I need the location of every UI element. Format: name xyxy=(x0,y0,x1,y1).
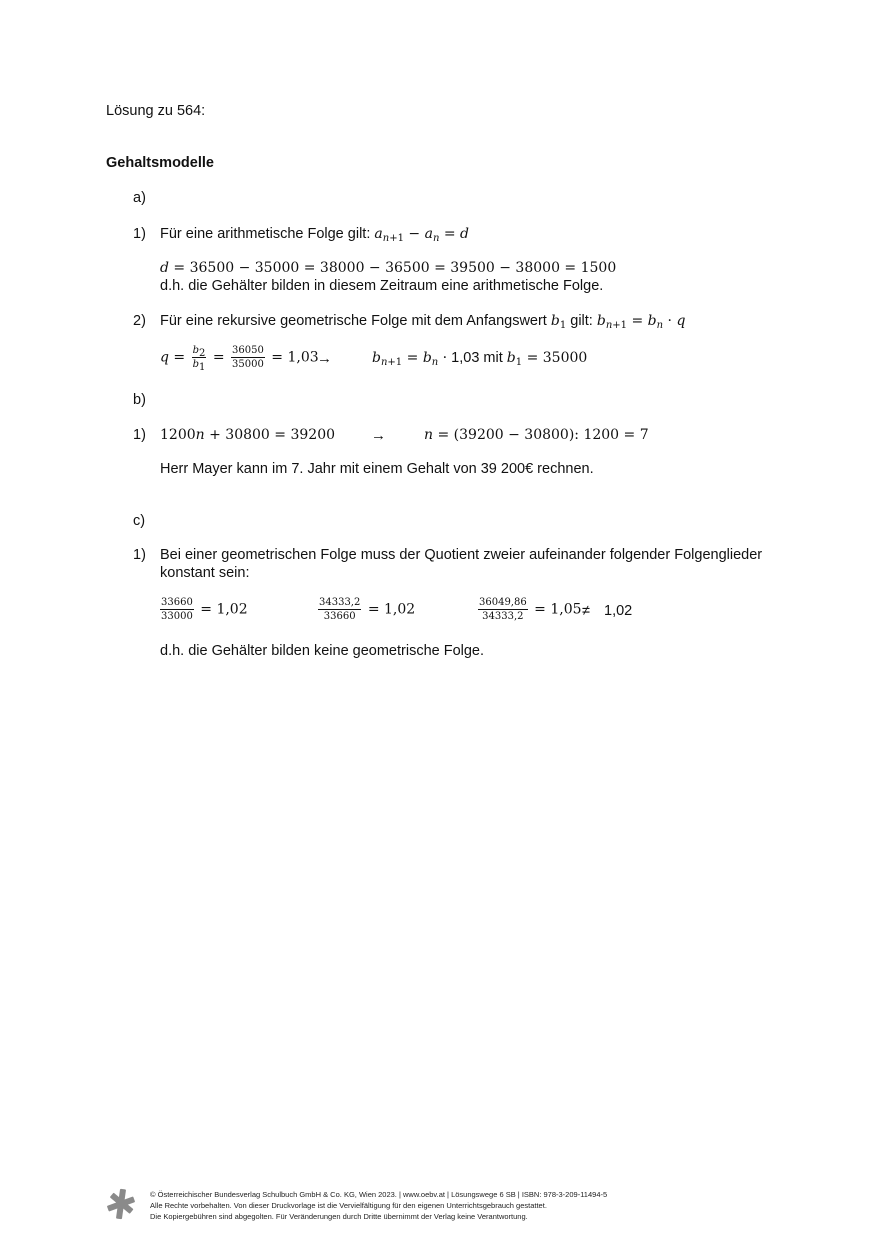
not-equal-sign: ≠ xyxy=(582,603,590,619)
footer-line-1: © Österreichischer Bundesverlag Schulbuch GmbH & Co. KG, Wien 2023. | www.oebv.at | Lösungswege 6 SB | ISBN: 978-3-209-11494-5 xyxy=(150,1190,608,1199)
statement-gilt: gilt: xyxy=(570,313,593,329)
quotient-calculation: q = $\frac{b_2}{b_1}$ = $\frac{36050}{35000}$ = 1,03 xyxy=(160,345,319,373)
part-c-statement-line1: Bei einer geometrischen Folge muss der Quotient zweier aufeinander folgender Folgenglieder xyxy=(160,547,763,563)
part-a-item1-number: 1) xyxy=(133,226,146,242)
linear-solution: n = (39200 − 30800): 1200 = 7 xyxy=(424,427,649,443)
recursive-result: $b_{n+1} = b_n \cdot 1,03$ mit $b_1 = 35000$ xyxy=(372,350,588,368)
part-a-item2-number: 2) xyxy=(133,313,146,329)
section-title: Gehaltsmodelle xyxy=(106,155,214,171)
footer-line-3: Die Kopiergebühren sind abgegolten. Für Veränderungen durch Dritte übernimmt der Verlag keine Verantwortung. xyxy=(150,1212,528,1221)
footer-line-2: Alle Rechte vorbehalten. Von dieser Druckvorlage ist die Vervielfältigung für den eigenen Unterrichtsgebrauch gestattet. xyxy=(150,1201,547,1210)
part-c-label: c) xyxy=(133,513,146,529)
recursive-formula: $b_{n+1} = b_n \cdot q$ xyxy=(596,313,686,331)
part-c-item1-number: 1) xyxy=(133,547,146,563)
publisher-logo-icon xyxy=(106,1188,136,1224)
part-a-item1-statement xyxy=(160,226,469,242)
arrow-icon: → xyxy=(371,427,386,444)
part-a-item2-statement: Für eine rekursive geometrische Folge mit dem Anfangswert $b_1$ gilt: $b_{n+1} = b_n \cdot q$ xyxy=(160,313,686,331)
quotient-fraction-2: $\frac{34333,2}{33660}$ = 1,02 xyxy=(319,597,416,622)
part-b-label: b) xyxy=(133,392,146,408)
difference-calculation: d = 36500 − 35000 = 38000 − 36500 = 39500 − 38000 = 1500 xyxy=(160,260,617,276)
solution-heading: Lösung zu 564: xyxy=(106,103,206,119)
statement-text: Für eine rekursive geometrische Folge mit dem Anfangswert xyxy=(160,313,547,329)
statement-text: Für eine arithmetische Folge gilt: xyxy=(160,226,371,242)
part-b-answer: Herr Mayer kann im 7. Jahr mit einem Gehalt von 39 200€ rechnen. xyxy=(160,461,594,477)
part-a-item1-conclusion: d.h. die Gehälter bilden in diesem Zeitraum eine arithmetische Folge. xyxy=(160,278,604,294)
footer-copyright xyxy=(150,1189,607,1222)
quotient-fraction-1: $\frac{33660}{33000}$ = 1,02 xyxy=(161,597,248,622)
part-a-label: a) xyxy=(133,190,146,206)
part-c-statement-line2: konstant sein: xyxy=(160,565,250,581)
part-c-conclusion: d.h. die Gehälter bilden keine geometrische Folge. xyxy=(160,643,485,659)
quotient-fraction-3: $\frac{36049,86}{34333,2}$ = 1,05 xyxy=(479,597,582,622)
part-b-item1-number: 1) xyxy=(133,427,146,443)
arrow-icon: → xyxy=(317,350,332,367)
comparison-value: 1,02 xyxy=(604,603,633,619)
linear-equation: 1200n + 30800 = 39200 xyxy=(160,427,336,443)
arithmetic-formula: $a_{n+1} - a_n = d$ xyxy=(374,226,469,244)
